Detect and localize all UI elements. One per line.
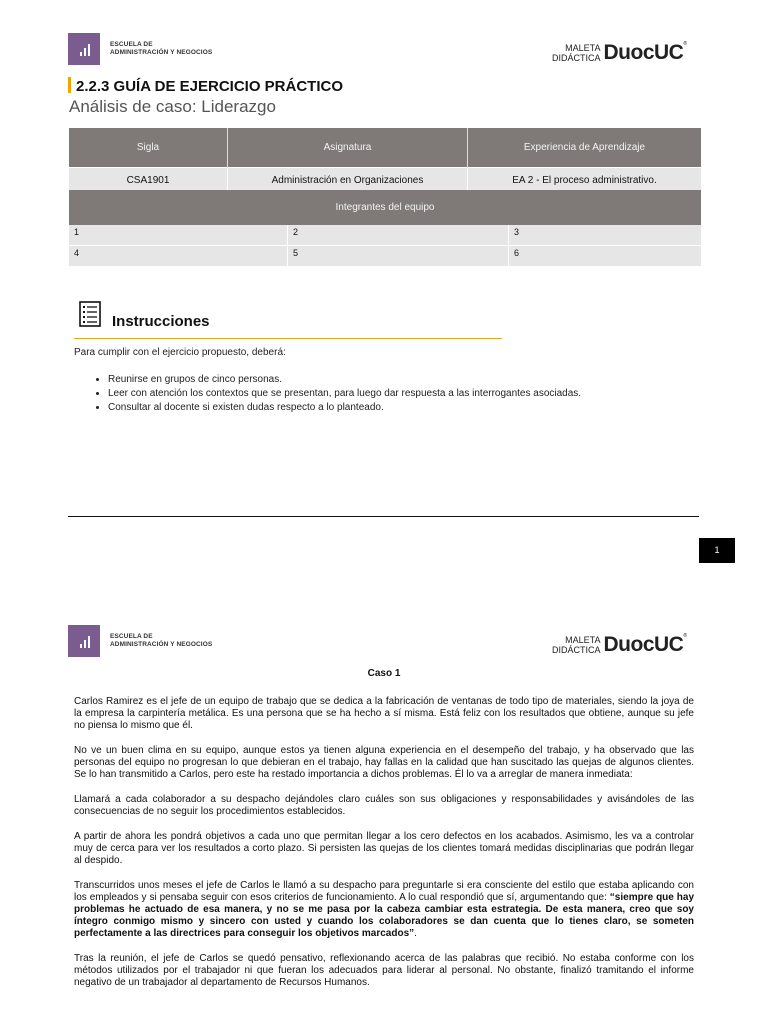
school-name <box>110 633 212 649</box>
team-member-cell[interactable]: 3 <box>509 225 701 245</box>
team-member-cell[interactable]: 4 <box>69 246 288 266</box>
title-accent-bar <box>68 77 71 93</box>
brand-registered-mark: ® <box>683 41 687 47</box>
instructions-intro: Para cumplir con el ejercicio propuesto, deberá: <box>74 347 286 358</box>
instructions-divider <box>74 338 502 339</box>
section-number: 2.2.3 <box>76 78 110 95</box>
school-name-line1: ESCUELA DE <box>110 633 153 640</box>
guide-title <box>68 77 343 95</box>
case-title: Caso 1 <box>367 668 401 679</box>
case-paragraph: No ve un buen clima en su equipo, aunque estos ya tienen alguna experiencia en el desempeño del trabajo, y ha observado que las personas del equipo no progresan lo que debieran en el trabajo, hay fallas en la calidad que han suscitado las quejas de algunos clientes. Se lo han transmitido a Carlos, pero este ha restado importancia a dichos problemas. Él lo va a arreglar de manera inmediata: <box>74 745 694 780</box>
brand-line2: DIDÁCTICA <box>552 645 601 655</box>
brand-name: DuocUC <box>603 633 684 656</box>
case-quote: “siempre que hay problemas he actuado de esa manera, y no se me pasa por la cabeza cambiar esta estrategia. De esta manera, creo que soy íntegro conmigo mismo y sincero con usted y cuando los colaboradores se dan cuenta que lo tienes claro, se someten perfectamente a las directrices para conseguir los objetivos marcados” <box>74 892 695 939</box>
school-logo <box>68 625 212 657</box>
brand-logo <box>552 633 687 657</box>
school-name-line2: ADMINISTRACIÓN Y NEGOCIOS <box>110 641 213 648</box>
guide-subtitle: Análisis de caso: Liderazgo <box>69 97 276 116</box>
team-row <box>69 246 701 267</box>
page-number: 1 <box>699 538 735 563</box>
school-logo <box>68 33 212 65</box>
school-name <box>110 41 212 57</box>
list-item: • Reunirse en grupos de cinco personas. <box>108 373 581 387</box>
bar-chart-icon <box>68 33 100 65</box>
header-experiencia: Experiencia de Aprendizaje <box>467 128 701 168</box>
team-header: Integrantes del equipo <box>69 190 701 225</box>
course-info-table <box>69 128 701 192</box>
bar-chart-icon <box>68 625 100 657</box>
instructions-title: Instrucciones <box>112 313 210 330</box>
team-grid <box>69 225 701 267</box>
brand-name: DuocUC <box>603 41 684 64</box>
header-asignatura: Asignatura <box>227 128 467 168</box>
team-member-cell[interactable]: 6 <box>509 246 701 266</box>
case-body <box>74 696 694 1002</box>
list-item: • Leer con atención los contextos que se presentan, para luego dar respuesta a las interrogantes asociadas. <box>108 387 581 401</box>
team-row <box>69 225 701 246</box>
brand-logo <box>552 41 687 65</box>
document-page-2 <box>0 608 768 1024</box>
footer-divider <box>68 516 699 517</box>
brand-line2: DIDÁCTICA <box>552 53 601 63</box>
case-paragraph: Carlos Ramirez es el jefe de un equipo de trabajo que se dedica a la fabricación de ventanas de todo tipo de materiales, siendo la joya de la empresa la carpintería metálica. Es una persona que se ha hecho a sí misma. Está feliz con los resultados que obtiene, aunque su jefe no piensa lo mismo que él. <box>74 696 694 731</box>
instructions-list <box>74 373 581 415</box>
case-paragraph <box>74 880 694 940</box>
brand-line1: MALETA <box>565 43 601 53</box>
case-text-end: . <box>414 928 417 939</box>
cell-asignatura: Administración en Organizaciones <box>227 168 467 193</box>
school-name-line2: ADMINISTRACIÓN Y NEGOCIOS <box>110 49 213 56</box>
case-paragraph: Llamará a cada colaborador a su despacho dejándoles claro cuáles son sus obligaciones y responsabilidades y avisándoles de las consecuencias de no seguir los procedimientos establecidos. <box>74 794 694 817</box>
guide-title-text: GUÍA DE EJERCICIO PRÁCTICO <box>113 78 344 95</box>
team-member-cell[interactable]: 2 <box>288 225 509 245</box>
cell-sigla: CSA1901 <box>69 168 227 193</box>
cell-experiencia: EA 2 - El proceso administrativo. <box>467 168 701 193</box>
brand-registered-mark: ® <box>683 633 687 639</box>
case-paragraph: A partir de ahora les pondrá objetivos a cada uno que permitan llegar a los cero defectos en los acabados. Asimismo, les va a controlar muy de cerca para ver los resultados a corto plazo. Si persisten las quejas de los clientes tomará medidas disciplinarias que podrán llegar al despido. <box>74 831 694 866</box>
list-item: • Consultar al docente si existen dudas respecto a lo planteado. <box>108 401 581 415</box>
team-member-cell[interactable]: 1 <box>69 225 288 245</box>
checklist-icon <box>79 301 101 327</box>
case-paragraph: Tras la reunión, el jefe de Carlos se quedó pensativo, reflexionando acerca de las palabras que recibió. No estaba conforme con los métodos utilizados por el trabajador ni que fueran los adecuados para liderar al personal. No obstante, finalizó tramitando el informe negativo de un trabajador al departamento de Recursos Humanos. <box>74 953 694 988</box>
case-text: Transcurridos unos meses el jefe de Carlos le llamó a su despacho para preguntarle si era consciente del estilo que estaba aplicando con los empleados y si pensaba seguir con esos criterios de funcionamiento. A lo cual respondió que sí, argumentando que: <box>74 880 694 903</box>
header-sigla: Sigla <box>69 128 227 168</box>
brand-line1: MALETA <box>565 635 601 645</box>
team-member-cell[interactable]: 5 <box>288 246 509 266</box>
school-name-line1: ESCUELA DE <box>110 41 153 48</box>
